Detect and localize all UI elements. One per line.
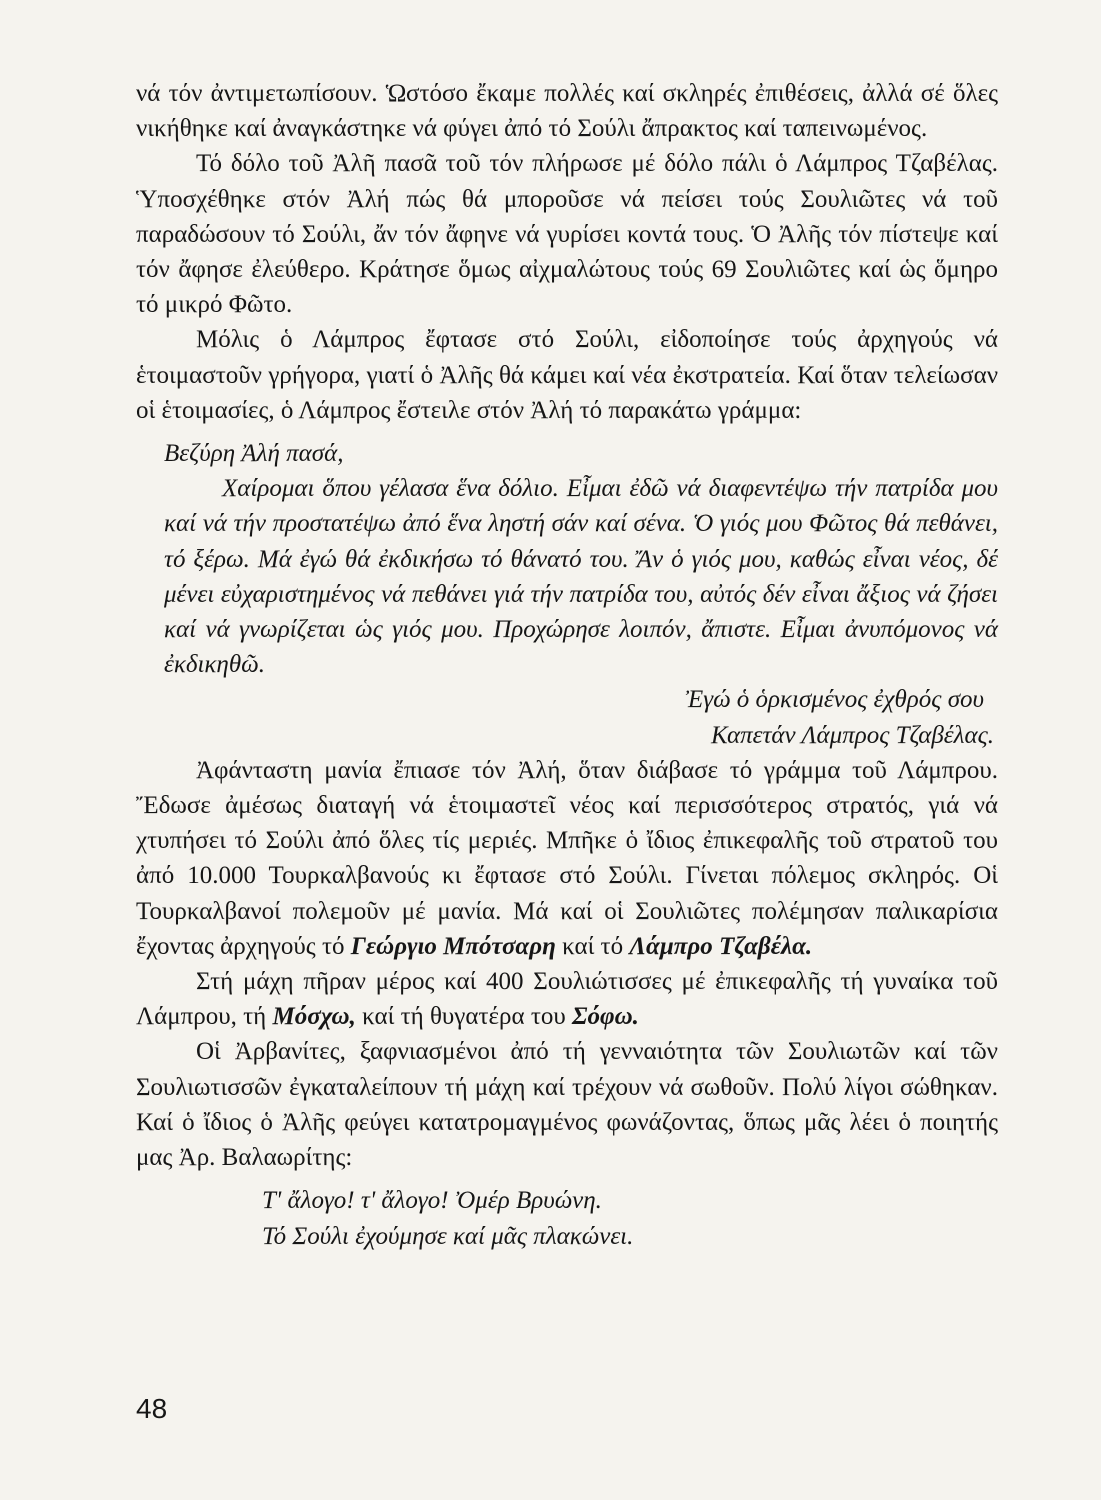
paragraph-2: Τό δόλο τοῦ Ἀλῆ πασᾶ τοῦ τόν πλήρωσε μέ δόλο πάλι ὁ Λάμπρος Τζαβέλας. Ὑποσχέθηκε στόν Ἀλή πώς θά μποροῦσε νά πείσει τούς Σουλιῶτες νά τοῦ παραδώσουν τό Σούλι, ἄν τόν ἄφηνε νά γυρίσει κοντά τους. Ὁ Ἀλῆς τόν πίστεψε καί τόν ἄφησε ἐλεύθερο. Κράτησε ὅμως αἰχμαλώτους τούς 69 Σουλιῶτες καί ὡς ὅμηρο τό μικρό Φῶτο.: [136, 150, 998, 319]
paragraph-5: [136, 964, 998, 1034]
name-georgios-botsaris: Γεώργιο Μπότσαρη: [350, 932, 556, 960]
page-number: 48: [136, 1393, 168, 1424]
page-body: [136, 76, 998, 1254]
letter: [136, 436, 998, 753]
paragraph-6: Οἱ Ἀρβανίτες, ξαφνιασμένοι ἀπό τή γενναιότητα τῶν Σουλιωτῶν καί τῶν Σουλιωτισσῶν ἐγκαταλείπουν τή μάχη καί τρέχουν νά σωθοῦν. Πολύ λίγοι σώθηκαν. Καί ὁ ἴδιος ὁ Ἀλῆς φεύγει κατατρομαγμένος φωνάζοντας, ὅπως μᾶς λέει ὁ ποιητής μας Ἀρ. Βαλαωρίτης:: [136, 1038, 998, 1172]
poem-line-2: Τό Σούλι ἐχούμησε καί μᾶς πλακώνει.: [262, 1222, 634, 1250]
name-moscho: Μόσχω,: [272, 1003, 356, 1031]
paragraph-4-text: Ἀφάνταστη μανία ἔπιασε τόν Ἀλή, ὅταν διάβασε τό γράμμα τοῦ Λάμπρου. Ἔδωσε ἀμέσως διαταγή νά ἑτοιμαστεῖ νέος καί περισσότερος στρατός, γιά νά χτυπήσει τό Σούλι ἀπό ὅλες τίς μεριές. Μπῆκε ὁ ἴδιος ἐπικεφαλῆς τοῦ στρατοῦ του ἀπό 10.000 Τουρκαλβανούς κι ἔφτασε στό Σούλι. Γίνεται πόλεμος σκληρός. Οἱ Τουρκαλβανοί πολεμοῦν μέ μανία. Μά καί οἱ Σουλιῶτες πολέμησαν παλικαρίσια ἔχοντας ἀρχηγούς τό: [136, 756, 998, 960]
poem-line-1: Τ' ἄλογο! τ' ἄλογο! Ὀμέρ Βρυώνη.: [262, 1187, 602, 1215]
letter-body: Χαίρομαι ὅπου γέλασα ἕνα δόλιο. Εἶμαι ἐδῶ νά διαφεντέψω τήν πατρίδα μου καί νά τήν προστατέψω ἀπό ἕνα ληστή σάν καί σένα. Ὁ γιός μου Φῶτος θά πεθάνει, τό ξέρω. Μά ἐγώ θά ἐκδικήσω τό θάνατό του. Ἄν ὁ γιός μου, καθώς εἶναι νέος, δέ μένει εὐχαριστημένος νά πεθάνει γιά τήν πατρίδα του, αὐτός δέν εἶναι ἄξιος νά ζήσει καί νά γνωρίζεται ὡς γιός μου. Προχώρησε λοιπόν, ἄπιστε. Εἶμαι ἀνυπόμονος νά ἐκδικηθῶ.: [164, 475, 998, 679]
letter-signature-line-1: Ἐγώ ὁ ὁρκισμένος ἐχθρός σου: [685, 686, 984, 714]
paragraph-4: [136, 753, 998, 964]
paragraph-5-text-1: Στή μάχη πῆραν μέρος καί 400 Σουλιώτισσες μέ ἐπικεφαλῆς τή γυναίκα τοῦ Λάμπρου, τή: [136, 968, 998, 1031]
paragraph-4-and: καί τό: [562, 932, 624, 960]
letter-salutation: Βεζύρη Ἀλή πασά,: [164, 440, 344, 468]
poem-quote: [136, 1183, 998, 1253]
paragraph-1: νά τόν ἀντιμετωπίσουν. Ὡστόσο ἔκαμε πολλές καί σκληρές ἐπιθέσεις, ἀλλά σέ ὅλες νικήθηκε καί ἀναγκάστηκε νά φύγει ἀπό τό Σούλι ἄπρακτος καί ταπεινωμένος.: [136, 80, 998, 143]
name-lampros-tzavelas: Λάμπρο Τζαβέλα.: [629, 932, 813, 960]
letter-signature-line-2: Καπετάν Λάμπρος Τζαβέλας.: [711, 721, 994, 749]
paragraph-5-text-2: καί τή θυγατέρα του: [362, 1003, 566, 1031]
paragraph-3: Μόλις ὁ Λάμπρος ἔφτασε στό Σούλι, εἰδοποίησε τούς ἀρχηγούς νά ἑτοιμαστοῦν γρήγορα, γιατί ὁ Ἀλῆς θά κάμει καί νέα ἐκστρατεία. Καί ὅταν τελείωσαν οἱ ἑτοιμασίες, ὁ Λάμπρος ἔστειλε στόν Ἀλή τό παρακάτω γράμμα:: [136, 326, 998, 424]
name-sofo: Σόφω.: [572, 1003, 639, 1031]
